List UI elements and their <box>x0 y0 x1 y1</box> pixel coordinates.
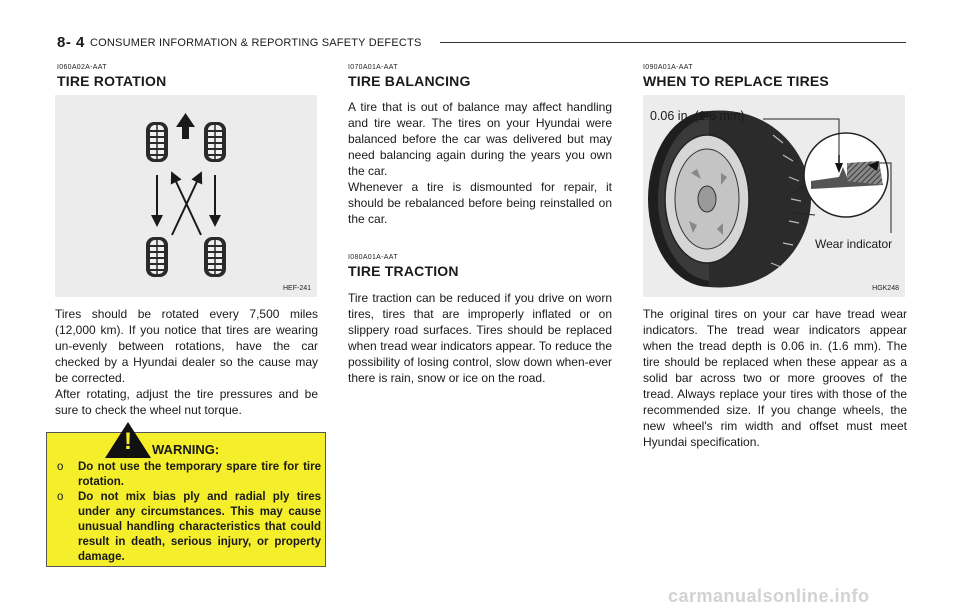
replace-body: The original tires on your car have tread wear indicators. The tread wear indicators appear when the tread depth is 0.06 in. (1.6 mm). The tire should be replaced when these appear as a solid bar across two or more grooves of the tread. Always replace your tires with those of the recommended size. If you change wheels, the new wheel's rim width and offset must meet Hyundai specification. <box>643 307 907 449</box>
traction-heading: TIRE TRACTION <box>348 263 459 279</box>
rotation-figure-code: HEF-241 <box>282 285 311 292</box>
replace-figure-code: HGK248 <box>872 285 899 292</box>
balancing-body: A tire that is out of balance may affect handling and tire wear. The tires on your Hyundai were balanced before the car was delivered but may need balancing again during the years you own the car. Whenever a tire is dismounted for repair, it should be rebalanced before being reinstalled on the car. <box>348 100 612 226</box>
warning-bullet: o <box>57 491 64 503</box>
tire-rotation-diagram <box>55 95 317 297</box>
replace-heading: WHEN TO REPLACE TIRES <box>643 73 829 89</box>
page-number: 8- 4 <box>57 34 85 51</box>
front-right-tire-icon <box>204 122 226 162</box>
rotation-arrows <box>157 173 215 235</box>
replace-figure <box>643 95 905 297</box>
rear-left-tire-icon <box>146 237 168 277</box>
warning-item-text: Do not mix bias ply and radial ply tires under any circumstances. This may cause unusual handling characteristics that could result in death, serious injury, or property damage. <box>78 491 321 563</box>
wear-indicator-label: Wear indicator <box>815 237 893 251</box>
tire-illustration <box>648 111 811 288</box>
warning-item <box>57 460 321 490</box>
balancing-code: I070A01A-AAT <box>348 64 398 71</box>
header-rule <box>440 42 906 43</box>
traction-body: Tire traction can be reduced if you drive on worn tires, tires that are improperly inflated or on slippery road surfaces. Tires should be replaced when tread wear indicators appear. To reduce the possibility of losing control, slow down when-ever there is rain, snow or ice on the road. <box>348 291 612 385</box>
section-title: CONSUMER INFORMATION & REPORTING SAFETY DEFECTS <box>90 37 422 49</box>
warning-item <box>57 490 321 565</box>
rotation-code: I060A02A-AAT <box>57 64 107 71</box>
replace-code: I090A01A-AAT <box>643 64 693 71</box>
tread-depth-label: 0.06 in. (1.6 mm) <box>650 109 745 123</box>
rotation-figure <box>55 95 317 297</box>
warning-title: WARNING: <box>152 442 220 457</box>
exclamation-icon: ! <box>124 428 132 455</box>
tread-wear-diagram <box>643 95 905 297</box>
warning-item-text: Do not use the temporary spare tire for tire rotation. <box>78 461 321 488</box>
rear-right-tire-icon <box>204 237 226 277</box>
footer-watermark: carmanualsonline.info <box>668 586 870 606</box>
traction-code: I080A01A-AAT <box>348 254 398 261</box>
warning-bullet: o <box>57 461 64 473</box>
front-left-tire-icon <box>146 122 168 162</box>
warning-box <box>46 428 326 567</box>
balancing-heading: TIRE BALANCING <box>348 73 471 89</box>
forward-arrow-icon <box>176 113 195 139</box>
rotation-heading: TIRE ROTATION <box>57 73 167 89</box>
rotation-body: Tires should be rotated every 7,500 miles (12,000 km). If you notice that tires are wearing un-evenly between rotations, have the car checked by a Hyundai dealer so the cause may be corrected. After rotating, adjust the tire pressures and be sure to check the wheel nut torque. <box>55 307 318 417</box>
